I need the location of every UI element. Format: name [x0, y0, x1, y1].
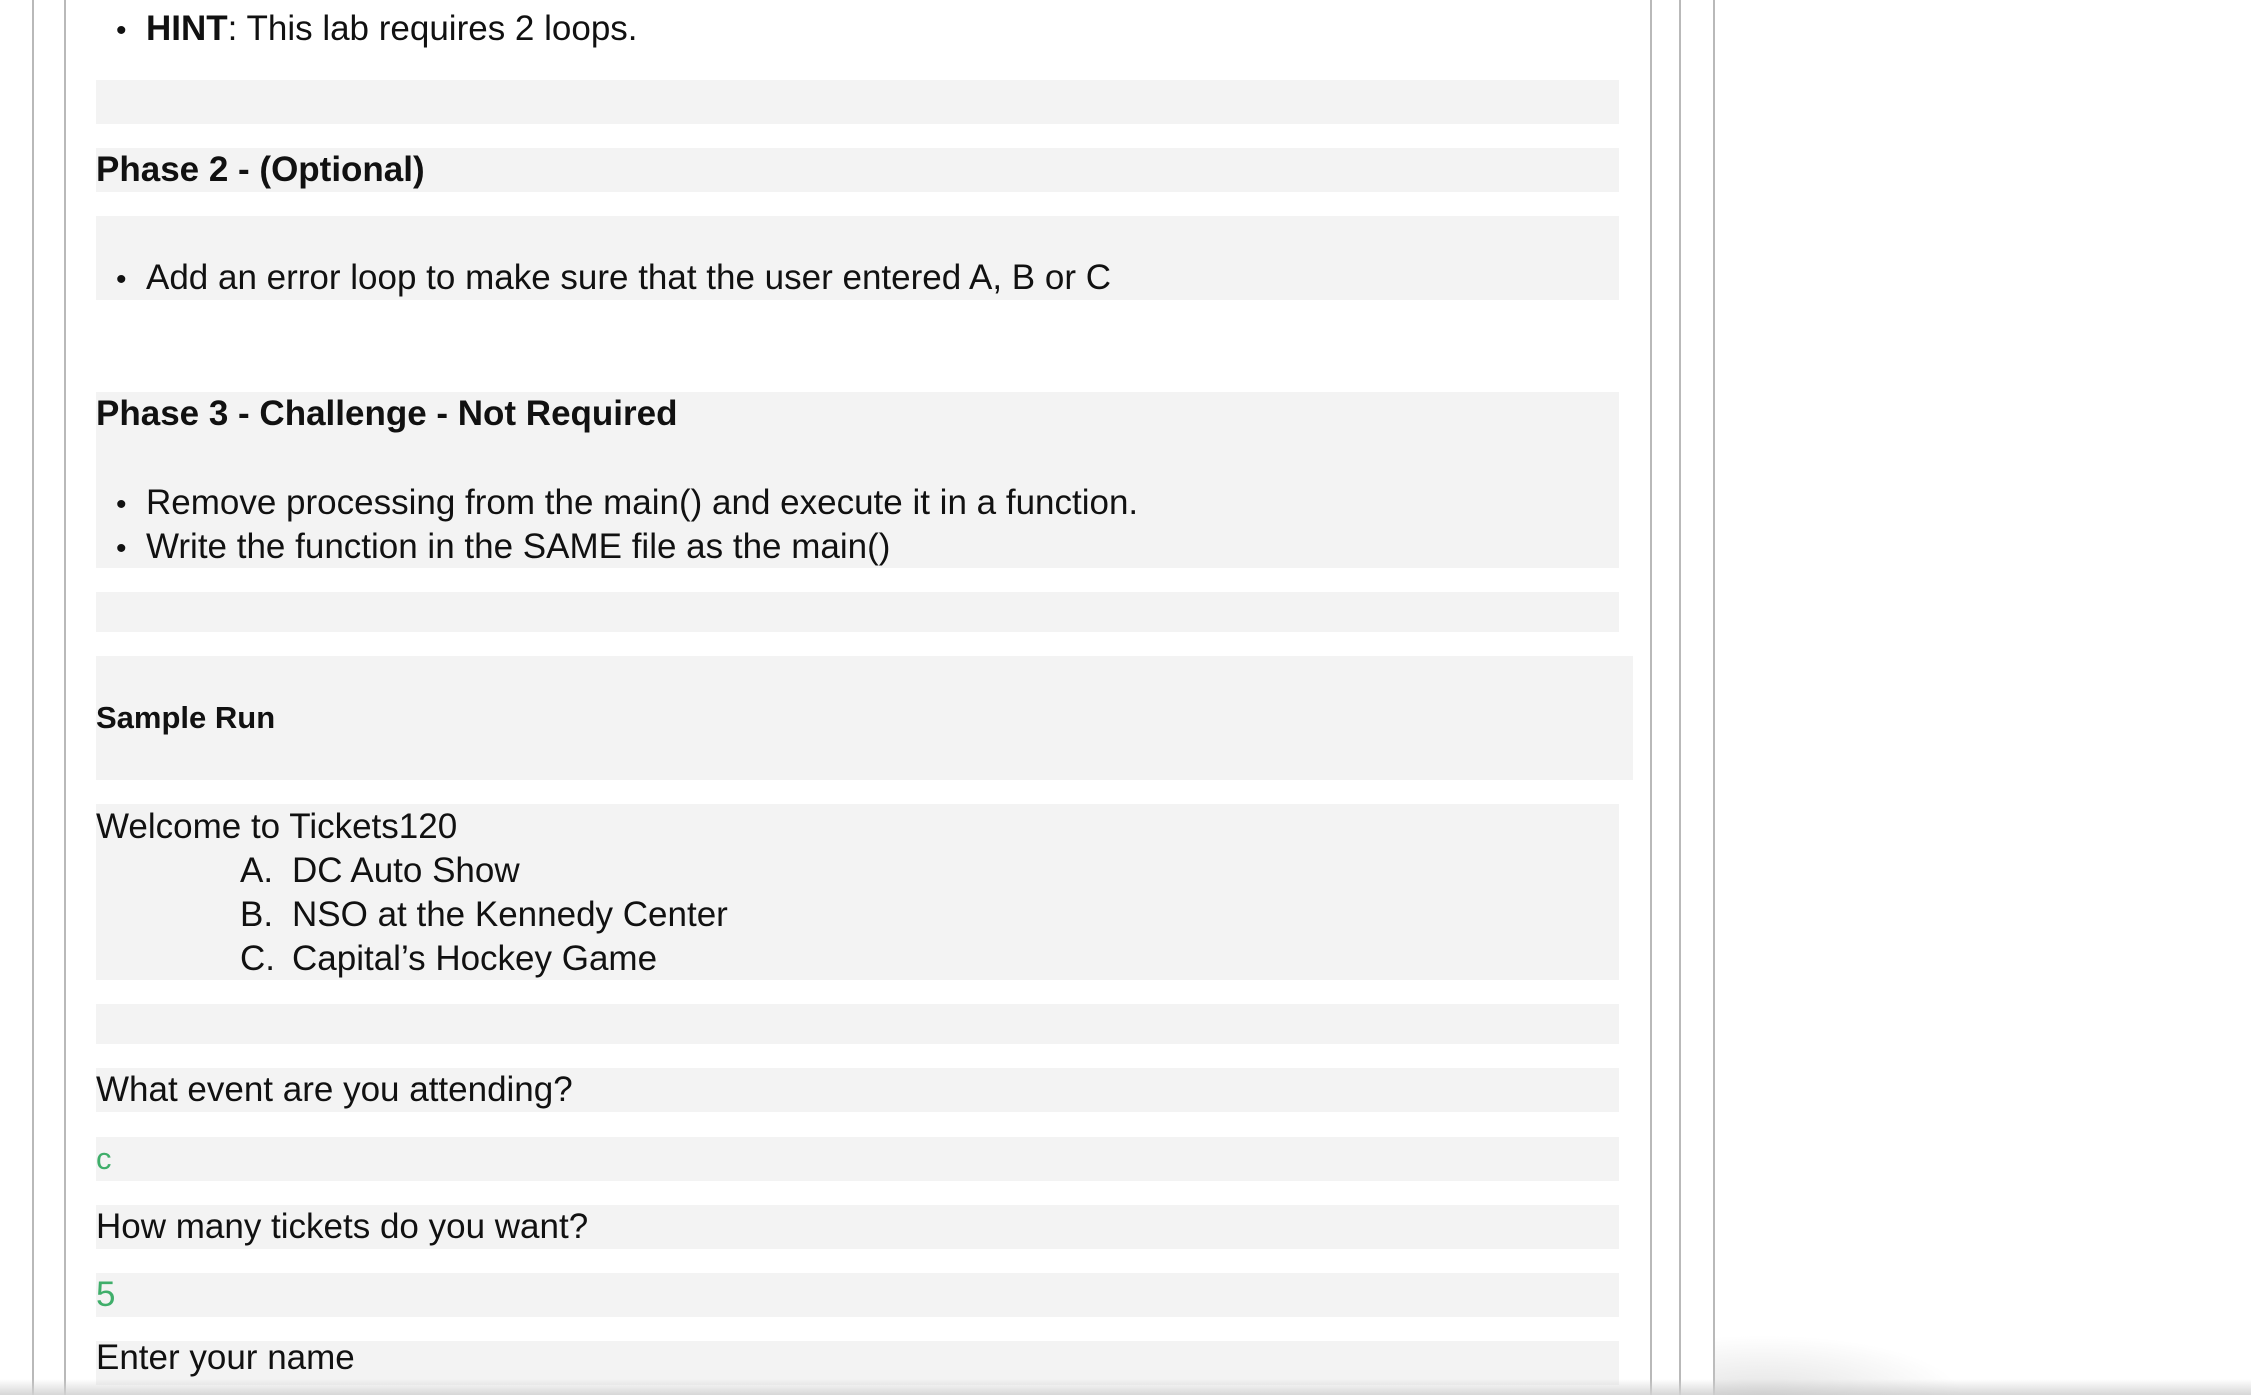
event-prompt: What event are you attending? — [96, 1070, 573, 1109]
blank-line — [96, 1004, 1619, 1044]
menu-letter: A. — [240, 851, 274, 890]
phase3-bullet-text: Remove processing from the main() and execute it in a function. — [146, 483, 1139, 522]
hint-bullet — [116, 7, 638, 53]
frame-line — [1679, 0, 1681, 1395]
scrollbar-track-line — [1713, 0, 1715, 1395]
phase2-bullet-text: Add an error loop to make sure that the user entered A, B or C — [146, 258, 1111, 297]
menu-letter: C. — [240, 939, 275, 978]
sample-run-band — [96, 656, 1633, 780]
phase3-bullet-text: Write the function in the SAME file as the main() — [146, 527, 891, 566]
tickets-input-value: 5 — [96, 1275, 116, 1314]
phase3-bullet — [116, 525, 890, 571]
hint-label: HINT — [146, 9, 228, 48]
menu-option-a — [240, 849, 520, 893]
name-prompt: Enter your name — [96, 1338, 355, 1377]
phase3-heading: Phase 3 - Challenge - Not Required — [96, 394, 678, 433]
bullet-icon: • — [116, 263, 127, 296]
menu-label: Capital’s Hockey Game — [292, 939, 658, 978]
tickets-prompt: How many tickets do you want? — [96, 1207, 589, 1246]
phase2-bullet — [116, 256, 1111, 302]
hint-text: : This lab requires 2 loops. — [227, 9, 638, 48]
event-input-value: c — [96, 1141, 112, 1176]
sample-run-heading: Sample Run — [96, 700, 276, 735]
menu-label: NSO at the Kennedy Center — [292, 895, 728, 934]
bottom-edge-shadow — [1713, 1335, 1963, 1395]
blank-line — [96, 592, 1619, 632]
bullet-icon: • — [116, 532, 127, 565]
bullet-icon: • — [116, 14, 127, 47]
input-band — [96, 1273, 1619, 1317]
phase3-bullet — [116, 481, 1138, 527]
menu-option-b — [240, 893, 728, 937]
welcome-text: Welcome to Tickets120 — [96, 807, 458, 846]
input-band — [96, 1137, 1619, 1181]
bullet-icon: • — [116, 488, 127, 521]
frame-line — [32, 0, 34, 1395]
menu-label: DC Auto Show — [292, 851, 520, 890]
blank-line — [96, 80, 1619, 124]
frame-line — [1650, 0, 1652, 1395]
frame-line — [64, 0, 66, 1395]
phase2-heading: Phase 2 - (Optional) — [96, 150, 425, 189]
menu-letter: B. — [240, 895, 274, 934]
menu-option-c — [240, 937, 657, 981]
